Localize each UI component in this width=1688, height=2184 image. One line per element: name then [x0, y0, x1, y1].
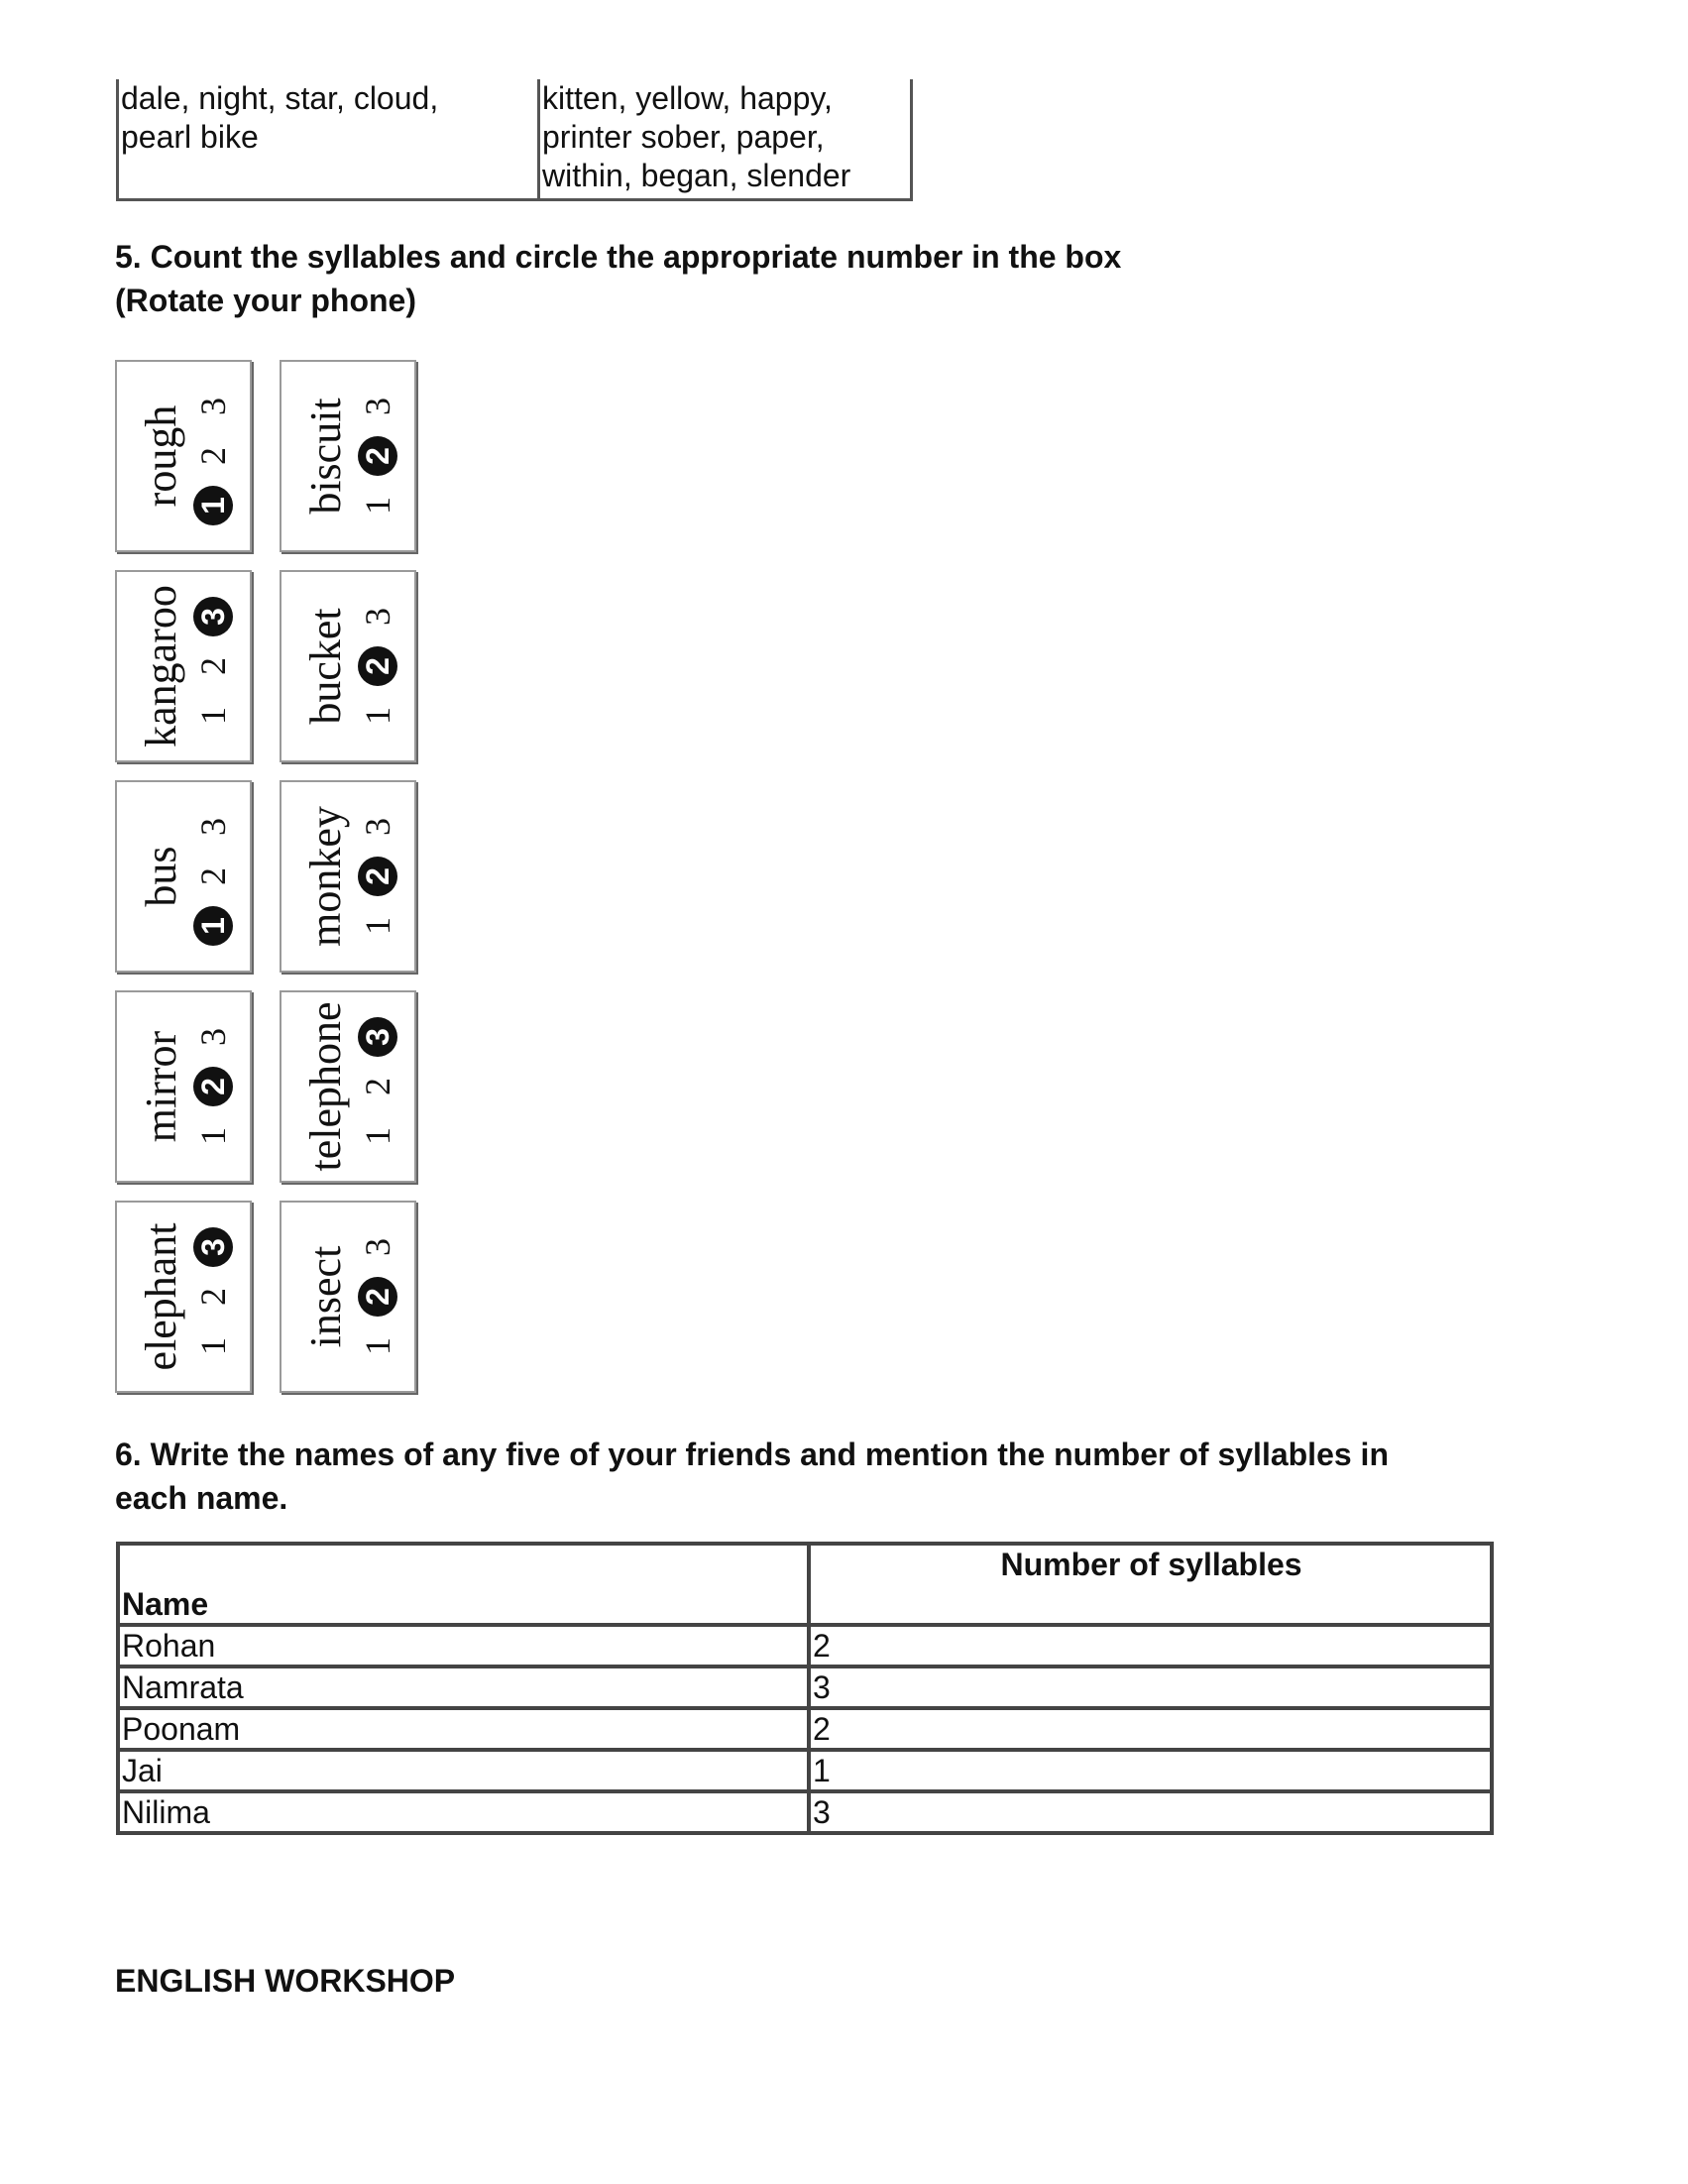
card-content — [283, 574, 412, 758]
card-content — [119, 364, 248, 548]
syllable-number[interactable]: 3 — [193, 818, 233, 836]
syllable-number[interactable]: 2 — [193, 1288, 233, 1306]
table-row — [118, 79, 912, 200]
name-cell: Jai — [118, 1750, 809, 1791]
syllable-options — [193, 1227, 233, 1366]
card-content — [119, 1205, 248, 1389]
syllable-number[interactable]: 1 — [358, 707, 397, 725]
syllable-number[interactable]: 2 — [358, 1078, 397, 1095]
card-word: monkey — [301, 806, 350, 947]
card-word: insect — [301, 1245, 350, 1348]
card-content — [283, 1205, 412, 1389]
syllable-number[interactable]: 1 — [193, 1337, 233, 1355]
footer-title: ENGLISH WORKSHOP — [115, 1963, 456, 1999]
syllable-options — [193, 1017, 233, 1156]
syllable-options — [358, 387, 397, 525]
card-content — [283, 784, 412, 969]
word-sort-table — [116, 79, 913, 201]
card-word: biscuit — [301, 398, 350, 515]
circled-number[interactable]: 3 — [358, 1017, 397, 1057]
card-word: mirror — [137, 1030, 185, 1143]
circled-number[interactable]: 2 — [358, 436, 397, 476]
card-word: kangaroo — [137, 585, 185, 747]
circled-number[interactable]: 1 — [193, 906, 233, 946]
table-row — [118, 1791, 1492, 1833]
syllable-number[interactable]: 3 — [358, 398, 397, 415]
syllable-card — [280, 570, 416, 762]
name-cell: Poonam — [118, 1708, 809, 1750]
syllable-number[interactable]: 1 — [193, 707, 233, 725]
circled-number[interactable]: 3 — [193, 597, 233, 636]
circled-number[interactable]: 2 — [358, 646, 397, 686]
circled-number[interactable]: 2 — [193, 1067, 233, 1106]
card-content — [283, 364, 412, 548]
syllable-card — [280, 780, 416, 973]
name-cell: Namrata — [118, 1667, 809, 1708]
syllable-cards — [115, 360, 416, 1387]
syllable-card — [280, 360, 416, 552]
table-cell — [539, 79, 912, 200]
syllable-card — [280, 990, 416, 1183]
card-content — [283, 994, 412, 1179]
table-row — [118, 1708, 1492, 1750]
circled-number[interactable]: 2 — [358, 857, 397, 896]
card-word: rough — [137, 404, 185, 508]
syllable-card — [115, 780, 252, 973]
card-word: telephone — [301, 1001, 350, 1172]
syllable-card — [280, 1201, 416, 1393]
column-header-syllables: Number of syllables — [809, 1544, 1492, 1625]
table-header-row — [118, 1544, 1492, 1625]
card-word: elephant — [137, 1222, 185, 1371]
friends-syllables-table — [116, 1542, 1494, 1835]
card-content — [119, 574, 248, 758]
circled-number[interactable]: 2 — [358, 1277, 397, 1317]
section-5-subheading: (Rotate your phone) — [115, 283, 416, 318]
card-content — [119, 784, 248, 969]
cell-line: within, began, slender — [542, 158, 851, 193]
syllable-cell: 3 — [809, 1667, 1492, 1708]
syllable-number[interactable]: 3 — [193, 398, 233, 415]
syllable-cell: 2 — [809, 1625, 1492, 1667]
table-cell — [118, 79, 539, 200]
syllable-number[interactable]: 3 — [358, 818, 397, 836]
syllable-number[interactable]: 1 — [193, 1127, 233, 1145]
cell-line: printer sober, paper, — [542, 119, 825, 155]
section-6-heading: 6. Write the names of any five of your friends and mention the number of syllables in — [115, 1437, 1389, 1472]
card-word: bus — [137, 846, 185, 907]
syllable-number[interactable]: 3 — [193, 1028, 233, 1046]
syllable-options — [193, 807, 233, 946]
table-row — [118, 1667, 1492, 1708]
syllable-cell: 2 — [809, 1708, 1492, 1750]
syllable-number[interactable]: 3 — [358, 1238, 397, 1256]
cell-line: dale, night, star, cloud, — [121, 80, 439, 116]
name-cell: Rohan — [118, 1625, 809, 1667]
syllable-options — [193, 597, 233, 736]
syllable-number[interactable]: 1 — [358, 497, 397, 515]
card-word: bucket — [301, 608, 350, 725]
syllable-cell: 3 — [809, 1791, 1492, 1833]
syllable-cell: 1 — [809, 1750, 1492, 1791]
section-5-heading: 5. Count the syllables and circle the appropriate number in the box — [115, 239, 1122, 275]
syllable-number[interactable]: 3 — [358, 608, 397, 626]
syllable-number[interactable]: 2 — [193, 447, 233, 465]
column-header-name: Name — [118, 1544, 809, 1625]
syllable-number[interactable]: 1 — [358, 1127, 397, 1145]
syllable-number[interactable]: 2 — [193, 867, 233, 885]
syllable-options — [358, 1017, 397, 1156]
cell-line: kitten, yellow, happy, — [542, 80, 833, 116]
syllable-options — [193, 387, 233, 525]
table-row — [118, 1750, 1492, 1791]
syllable-card — [115, 990, 252, 1183]
syllable-card — [115, 360, 252, 552]
syllable-options — [358, 597, 397, 736]
syllable-card — [115, 1201, 252, 1393]
syllable-number[interactable]: 1 — [358, 1337, 397, 1355]
section-6-heading-cont: each name. — [115, 1480, 288, 1516]
syllable-card — [115, 570, 252, 762]
name-cell: Nilima — [118, 1791, 809, 1833]
syllable-options — [358, 807, 397, 946]
cell-line: pearl bike — [121, 119, 259, 155]
syllable-number[interactable]: 1 — [358, 917, 397, 935]
syllable-options — [358, 1227, 397, 1366]
card-content — [119, 994, 248, 1179]
circled-number[interactable]: 1 — [193, 486, 233, 525]
table-row — [118, 1625, 1492, 1667]
syllable-number[interactable]: 2 — [193, 657, 233, 675]
circled-number[interactable]: 3 — [193, 1227, 233, 1267]
